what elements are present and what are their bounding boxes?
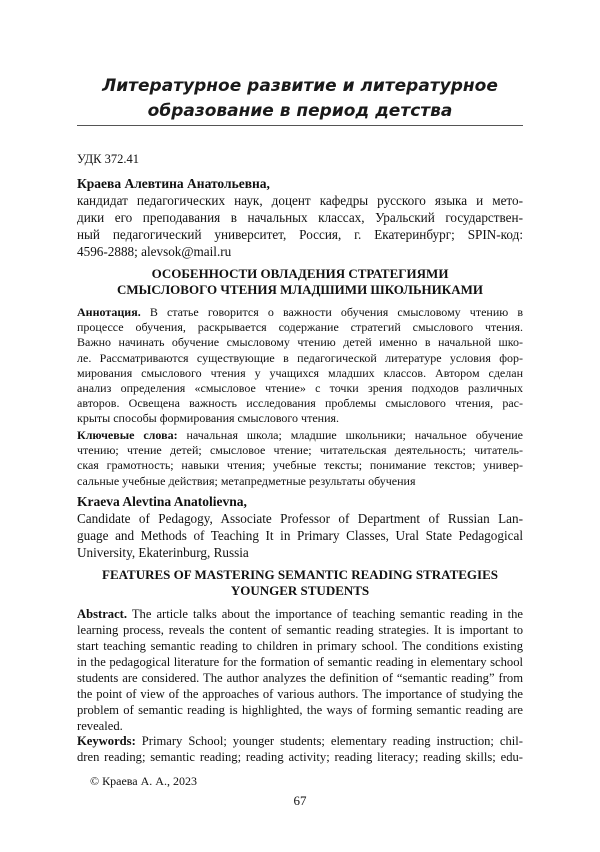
abstract-en-line: learning process, reveals the content of semantic reading strategies. It is important to	[77, 623, 523, 637]
abstract-ru-text: В статье говорится о важности обучения смысловому чтению в	[140, 305, 523, 319]
keywords-ru	[77, 428, 523, 489]
keywords-en-line: dren reading; semantic reading; reading activity; reading literacy; reading skills; edu-	[77, 750, 523, 764]
abstract-en-line: revealed.	[77, 719, 123, 733]
author-ru-affiliation-line: 4596-2888; alevsok@mail.ru	[77, 244, 232, 259]
article-title-ru	[77, 266, 523, 298]
title-ru-line: ОСОБЕННОСТИ ОВЛАДЕНИЯ СТРАТЕГИЯМИ	[151, 266, 449, 281]
abstract-ru-line: ле. Рассматриваются существующие в педагогической литературе условия фор-	[77, 350, 523, 365]
abstract-en-line: problem of semantic reading is highlighted, the ways of forming semantic reading are	[77, 703, 523, 717]
author-en-affiliation-line: University, Ekaterinburg, Russia	[77, 545, 249, 560]
keywords-en-line	[77, 733, 523, 749]
abstract-ru-line: процессе обучения, раскрывается содержание стратегий смыслового чтения.	[77, 320, 523, 335]
keywords-ru-line: сальные учебные действия; метапредметные результаты обучения	[77, 473, 416, 488]
keywords-en-label: Keywords:	[77, 734, 136, 748]
abstract-en-line: the point of view of the approaches of various authors. The importance of studying the	[77, 687, 523, 701]
article-title-en	[77, 567, 523, 599]
abstract-en-line: students are considered. The author analyzes the definition of “semantic reading” from	[77, 671, 523, 685]
title-en-line: YOUNGER STUDENTS	[230, 583, 370, 598]
keywords-ru-label: Ключевые слова:	[77, 428, 178, 442]
page-number: 67	[293, 793, 307, 808]
title-ru-line: СМЫСЛОВОГО ЧТЕНИЯ МЛАДШИМИ ШКОЛЬНИКАМИ	[117, 282, 483, 297]
section-title-line: образование в период детства	[147, 101, 453, 121]
abstract-ru	[77, 305, 523, 427]
author-ru	[77, 175, 523, 260]
copyright: © Краева А. А., 2023	[90, 774, 197, 788]
author-ru-affiliation-line: ный педагогический университет, Россия, г. Екатеринбург; SPIN-код:	[77, 227, 523, 242]
abstract-en-text: The article talks about the importance of teaching semantic reading in the	[127, 607, 523, 621]
abstract-ru-line: авторов. Освещена важность исследования проблемы смыслового чтения, рас-	[77, 396, 523, 411]
title-en-line: FEATURES OF MASTERING SEMANTIC READING STRATEGIES	[102, 567, 498, 582]
keywords-ru-text: начальная школа; младшие школьники; начальное обучение	[177, 428, 523, 442]
abstract-ru-line: анализ определения «смысловое чтение» с точки зрения подходов различных	[77, 381, 523, 396]
author-en-affiliation-line: guage and Methods of Teaching It in Primary Classes, Ural State Pedagogical	[77, 528, 523, 543]
keywords-ru-line: чтению; чтение детей; смысловое чтение; читательская деятельность; читатель-	[77, 443, 523, 458]
abstract-ru-line: Важно начинать обучение смысловому чтению детей именно в начальной шко-	[77, 335, 523, 350]
abstract-en-line	[77, 606, 523, 622]
author-en-name: Kraeva Alevtina Anatolievna,	[77, 494, 247, 509]
author-ru-name: Краева Алевтина Анатольевна,	[77, 176, 270, 191]
keywords-ru-line	[77, 428, 523, 443]
keywords-en	[77, 733, 523, 765]
abstract-en-line: start teaching semantic reading to children in primary school. The conditions existing	[77, 639, 523, 653]
header-divider	[77, 125, 523, 126]
author-en	[77, 493, 523, 561]
author-ru-affiliation-line: дики его преподавания в начальных классах, Уральский государствен-	[77, 210, 523, 225]
abstract-en	[77, 606, 523, 734]
abstract-en-line: in the pedagogical literature for the formation of semantic reading in elementary school	[77, 655, 523, 669]
udc-code: УДК 372.41	[77, 152, 139, 166]
abstract-ru-label: Аннотация.	[77, 305, 141, 319]
abstract-ru-line: крыты способы формирования смыслового чтения.	[77, 411, 340, 426]
author-ru-affiliation-line: кандидат педагогических наук, доцент кафедры русского языка и мето-	[77, 193, 523, 208]
keywords-en-text: Primary School; younger students; elementary reading instruction; chil-	[135, 734, 523, 748]
keywords-ru-line: ская грамотность; навыки чтения; учебные тексты; понимание текстов; универ-	[77, 458, 523, 473]
abstract-en-label: Abstract.	[77, 607, 128, 621]
abstract-ru-line: мирования смыслового чтения у учащихся младших классов. Автором сделан	[77, 365, 523, 380]
author-en-affiliation-line: Candidate of Pedagogy, Associate Professor of Department of Russian Lan-	[77, 511, 523, 526]
section-title-line: Литературное развитие и литературное	[102, 76, 498, 96]
abstract-ru-line	[77, 305, 523, 320]
section-title	[70, 74, 530, 124]
